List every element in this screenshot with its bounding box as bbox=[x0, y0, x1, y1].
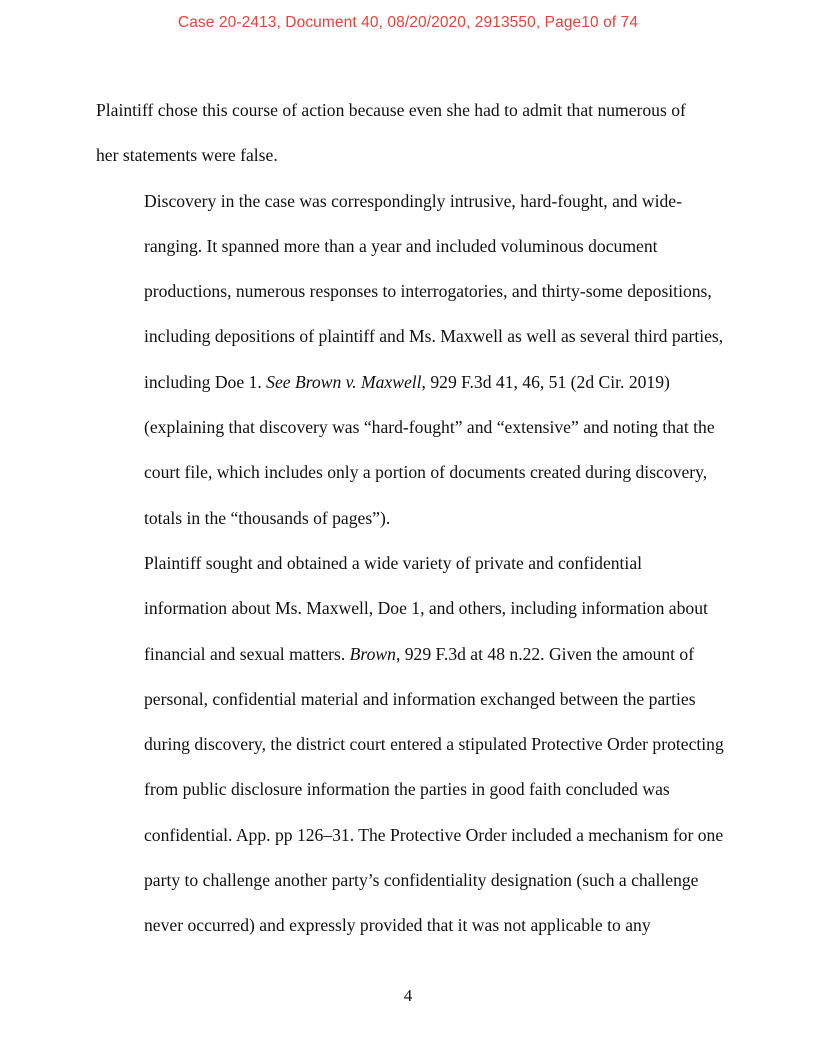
text-line bbox=[96, 586, 722, 631]
text-line bbox=[96, 722, 722, 767]
paragraph bbox=[96, 88, 722, 179]
text-line bbox=[96, 224, 722, 269]
paragraph bbox=[96, 541, 722, 949]
text-segment: Plaintiff chose this course of action because even she had to admit that numerous of bbox=[96, 100, 686, 120]
text-line bbox=[96, 88, 722, 133]
text-segment: party to challenge another party’s confidentiality designation (such a challenge bbox=[144, 870, 699, 891]
text-line bbox=[96, 858, 722, 903]
text-segment: court file, which includes only a portion of documents created during discovery, bbox=[144, 462, 708, 483]
text-line bbox=[96, 903, 722, 948]
text-segment: financial and sexual matters. bbox=[144, 643, 350, 664]
text-segment: , 929 F.3d at 48 n.22. Given the amount of bbox=[395, 643, 695, 664]
text-segment: including Doe 1. bbox=[144, 371, 267, 392]
case-header-stamp: Case 20-2413, Document 40, 08/20/2020, 2913550, Page10 of 74 bbox=[177, 14, 639, 31]
text-segment: ranging. It spanned more than a year and included voluminous document bbox=[144, 235, 658, 256]
text-line bbox=[96, 269, 722, 314]
text-segment: from public disclosure information the parties in good faith concluded was bbox=[144, 779, 670, 800]
text-segment: during discovery, the district court entered a stipulated Protective Order protecting bbox=[144, 734, 724, 755]
text-line bbox=[96, 360, 722, 405]
text-segment: Discovery in the case was correspondingly intrusive, hard-fought, and wide- bbox=[144, 190, 682, 211]
text-line bbox=[96, 767, 722, 812]
text-segment: her statements were false. bbox=[96, 145, 278, 166]
text-segment: information about Ms. Maxwell, Doe 1, and others, including information about bbox=[144, 598, 708, 619]
text-line bbox=[96, 677, 722, 722]
text-segment: Plaintiff sought and obtained a wide variety of private and confidential bbox=[144, 552, 643, 573]
paragraph bbox=[96, 179, 722, 541]
text-line bbox=[96, 133, 722, 178]
text-segment: confidential. App. pp 126–31. The Protective Order included a mechanism for one bbox=[144, 824, 724, 845]
text-line bbox=[96, 405, 722, 450]
text-segment: (explaining that discovery was “hard-fought” and “extensive” and noting that the bbox=[144, 417, 715, 438]
document-body bbox=[96, 88, 722, 949]
text-line bbox=[96, 496, 722, 541]
text-line bbox=[96, 179, 722, 224]
italic-citation: Brown bbox=[349, 643, 396, 664]
text-segment: totals in the “thousands of pages”). bbox=[144, 507, 391, 528]
text-segment: including depositions of plaintiff and Ms. Maxwell as well as several third parties, bbox=[144, 326, 724, 347]
text-line bbox=[96, 541, 722, 586]
page-number: 4 bbox=[403, 986, 413, 1005]
text-line bbox=[96, 813, 722, 858]
italic-citation: See Brown v. Maxwell bbox=[266, 371, 422, 392]
text-segment: never occurred) and expressly provided that it was not applicable to any bbox=[144, 915, 651, 936]
text-segment: productions, numerous responses to interrogatories, and thirty-some depositions, bbox=[144, 281, 712, 302]
text-line bbox=[96, 632, 722, 677]
text-segment: personal, confidential material and information exchanged between the parties bbox=[144, 688, 696, 709]
text-line bbox=[96, 314, 722, 359]
text-line bbox=[96, 450, 722, 495]
text-segment: , 929 F.3d 41, 46, 51 (2d Cir. 2019) bbox=[421, 371, 670, 392]
